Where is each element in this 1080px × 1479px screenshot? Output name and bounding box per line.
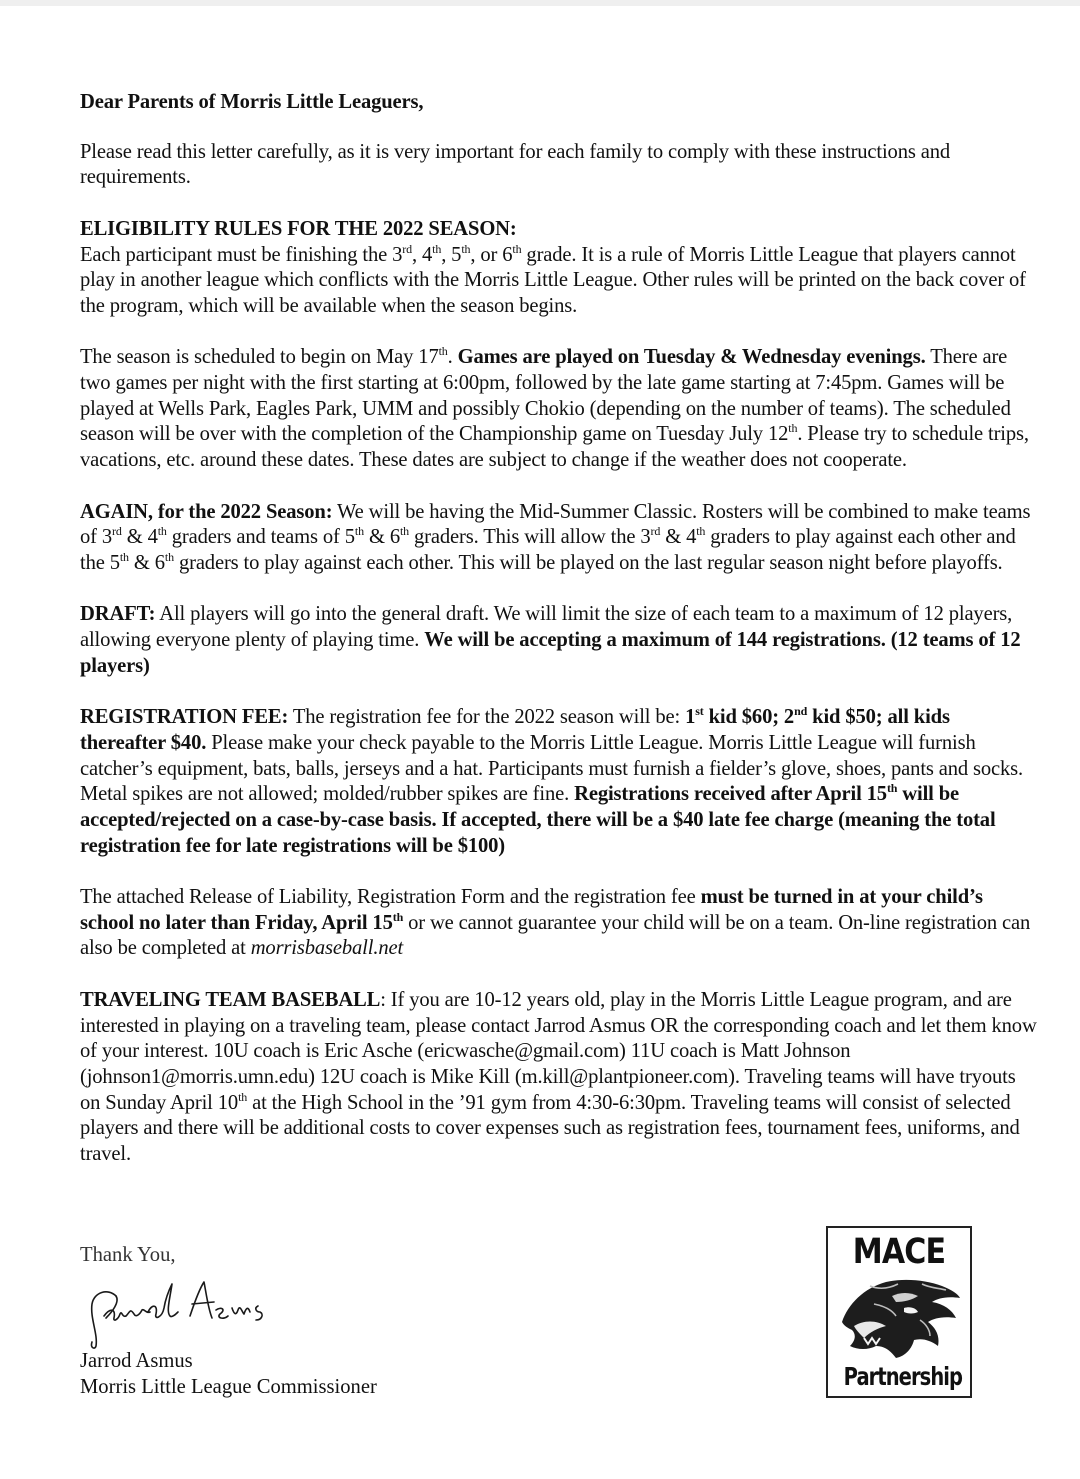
- website-link: morrisbaseball.net: [250, 937, 404, 960]
- traveling-heading: TRAVELING TEAM BASEBALL: [80, 988, 381, 1011]
- signer-title: Morris Little League Commissioner: [80, 1376, 377, 1398]
- signer-name: Jarrod Asmus: [80, 1350, 193, 1372]
- again-heading: AGAIN, for the 2022 Season:: [80, 500, 333, 523]
- draft-heading: DRAFT:: [80, 603, 156, 626]
- eligibility-paragraph: ELIGIBILITY RULES FOR THE 2022 SEASON: Each participant must be finishing the 3rd, 4th, 5th, or 6th grade. It is a rule of Morris Little League that players cannot play in another league which conflicts with the Morris Little League. Other rules will be printed on the back cover of the program, which will be available when the season begins.: [80, 217, 1026, 317]
- signature-image: [86, 1278, 276, 1352]
- registration-fee-paragraph: REGISTRATION FEE: The registration fee for the 2022 season will be: 1st kid $60; 2nd kid $50; all kids thereafter $40. Please make your check payable to the Morris Little League. Morris Little League will furnish catcher’s equipment, bats, balls, jerseys and a hat. Participants must furnish a fielder’s glove, shoes, pants and socks. Metal spikes are not allowed; molded/rubber spikes are fine. Registrations received after April 15th will be accepted/rejected on a case-by-case basis. If accepted, there will be a $40 late fee charge (meaning the total registration fee for late registrations will be $100): [80, 704, 1024, 857]
- attached-forms-paragraph: The attached Release of Liability, Registration Form and the registration fee must be turned in at your child’s school no later than Friday, April 15th or we cannot guarantee your child will be on a team. On-line registration can also be completed at morrisbaseball.net: [80, 886, 1031, 960]
- season-paragraph: The season is scheduled to begin on May 17th. Games are played on Tuesday & Wednesday evenings. There are two games per night with the first starting at 6:00pm, followed by the late game starting at 7:45pm. Games will be played at Wells Park, Eagles Park, UMM and possibly Chokio (depending on the number of teams). The scheduled season will be over with the completion of the Championship game on Tuesday July 12th. Please try to schedule trips, vacations, etc. around these dates. These dates are subject to change if the weather does not cooperate.: [80, 344, 1029, 472]
- logo-bottom-text: Partnership: [843, 1362, 963, 1391]
- mid-summer-paragraph: AGAIN, for the 2022 Season: We will be having the Mid-Summer Classic. Rosters will be combined to make teams of 3rd & 4th graders and teams of 5th & 6th graders. This will allow the 3rd & 4th graders to play against each other and the 5th & 6th graders to play against each other. This will be played on the last regular season night before playoffs.: [80, 500, 1031, 574]
- closing: Thank You,: [80, 1244, 176, 1266]
- logo-top-text: MACE: [852, 1232, 946, 1272]
- top-border: [0, 0, 1080, 6]
- traveling-team-paragraph: TRAVELING TEAM BASEBALL: If you are 10-12 years old, play in the Morris Little League program, and are interested in playing on a traveling team, please contact Jarrod Asmus OR the corresponding coach and let them know of your interest. 10U coach is Eric Asche (ericwasche@gmail.com) 11U coach is Matt Johnson (johnson1@morris.umn.edu) 12U coach is Mike Kill (m.kill@plantpioneer.com). Traveling teams will have tryouts on Sunday April 10th at the High School in the ’91 gym from 4:30-6:30pm. Traveling teams will consist of selected players and there will be additional costs to cover expenses such as registration fees, tournament fees, uniforms, and travel.: [80, 988, 1037, 1166]
- draft-paragraph: DRAFT: All players will go into the general draft. We will limit the size of each team to a maximum of 12 players, allowing everyone plenty of playing time. We will be accepting a maximum of 144 registrations. (12 teams of 12 players): [80, 603, 1021, 677]
- salutation: Dear Parents of Morris Little Leaguers,: [80, 91, 424, 113]
- letter-body: [80, 90, 1040, 1193]
- intro-paragraph: Please read this letter carefully, as it is very important for each family to comply with these instructions and requirements.: [80, 140, 950, 189]
- tiger-head-icon: [834, 1276, 966, 1360]
- mace-partnership-logo: [826, 1226, 972, 1398]
- fee-heading: REGISTRATION FEE:: [80, 706, 289, 729]
- eligibility-heading: ELIGIBILITY RULES FOR THE 2022 SEASON:: [80, 217, 517, 240]
